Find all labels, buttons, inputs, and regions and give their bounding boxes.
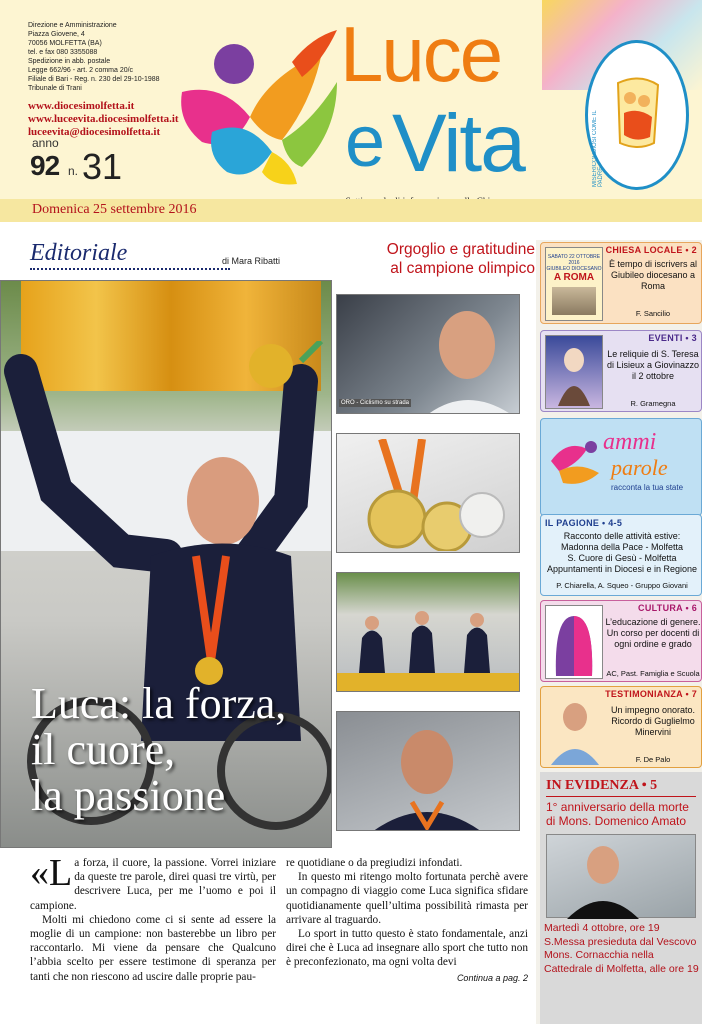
continue-link[interactable]: Continua a pag. 2 — [456, 972, 528, 983]
address-line: Piazza Giovene, 4 — [28, 31, 85, 38]
priest-portrait-icon — [547, 835, 697, 919]
headline-line: Orgoglio e gratitudine — [386, 241, 535, 258]
section-text: Un impegno onorato. Ricordo di Guglielmo Minervini — [610, 705, 696, 737]
numero-value: 31 — [82, 146, 123, 187]
evidenza-headline: 1° anniversario della morte di Mons. Domenico Amato — [546, 800, 689, 828]
divider — [546, 796, 696, 797]
athlete-face-icon — [417, 305, 517, 414]
section-text: Le reliquie di S. Teresa di Lisieux a Giovinazzo il 2 ottobre — [606, 349, 700, 381]
editorial-author: di Mara Ribatti — [222, 256, 281, 266]
title-vita: Vita — [392, 98, 524, 189]
section-cultura[interactable] — [540, 600, 702, 682]
paragraph — [30, 852, 276, 913]
drop-cap: «L — [30, 852, 73, 894]
dammi-parole-banner[interactable] — [540, 418, 702, 516]
medals-photo — [336, 433, 520, 553]
anno-value: 92 — [30, 150, 60, 181]
logo-figure-icon — [172, 22, 352, 187]
address-line: Spedizione in abb. postale — [28, 58, 111, 65]
gender-symbol-icon — [546, 606, 602, 678]
saint-figure-icon — [546, 336, 602, 408]
section-text: L’educazione di genere. Un corso per docenti di ogni ordine e grado — [605, 617, 701, 649]
section-author: P. Chiarella, A. Squeo - Gruppo Giovani — [556, 581, 688, 590]
gender-thumbnail — [545, 605, 603, 679]
article-column-1 — [30, 852, 276, 984]
article-column-2 — [286, 856, 528, 985]
issue-date: Domenica 25 settembre 2016 — [32, 202, 197, 217]
dammi-word: ammi — [603, 429, 657, 455]
dammi-tagline: racconta la tua state — [611, 483, 684, 492]
editorial-label: Editoriale — [30, 240, 128, 266]
teresa-thumbnail — [545, 335, 603, 409]
anno-label: anno — [32, 136, 59, 150]
section-chiesa-locale[interactable] — [540, 242, 702, 324]
evidenza-caption: Martedì 4 ottobre, ore 19 S.Messa presieduta dal Vescovo Mons. Cornacchia nella Cattedrale di Molfetta, alle ore 19 — [544, 922, 699, 975]
section-author: R. Gramegna — [630, 399, 676, 408]
editorial-headline — [330, 240, 535, 278]
section-text: È tempo di iscrivers al Giubileo diocesano a Roma — [608, 259, 698, 291]
section-in-evidenza[interactable] — [540, 772, 702, 1024]
section-author: AC, Past. Famiglia e Scuola — [606, 669, 700, 678]
section-pagione[interactable] — [540, 514, 702, 596]
date-bar — [0, 199, 702, 222]
editorial-underline — [30, 268, 230, 270]
paragraph: re quotidiane o da pregiudizi infondati. — [286, 857, 463, 869]
cover-title-line: la passione — [31, 771, 226, 820]
section-eventi[interactable] — [540, 330, 702, 412]
section-title: IL PAGIONE • 4-5 — [545, 518, 623, 528]
athlete-portrait-icon — [367, 722, 487, 831]
section-testimonianza[interactable] — [540, 686, 702, 768]
paragraph: Lo sport in tutto questo è stato fondamentale, anzi direi che è Luca ad insegnare allo sport che tutto non è preconfezionato, ma ogni volta devi — [286, 928, 528, 969]
tv-caption: ORO - Ciclismo su strada — [341, 400, 410, 406]
cover-title-line: il cuore, — [31, 725, 176, 774]
section-title: CULTURA • 6 — [638, 603, 697, 613]
amato-photo — [546, 834, 696, 918]
section-title: IN EVIDENZA • 5 — [546, 778, 658, 793]
address-line: Filiale di Bari - Reg. n. 230 del 29-10-1988 — [28, 76, 160, 83]
paragraph: In questo mi ritengo molto fortunata perchè avere un compagno di viaggio come Luca significa sfidare quotidianamente quell’ultima possibilità rimasta per arrivare al traguardo. — [286, 871, 528, 926]
section-title: CHIESA LOCALE • 2 — [605, 245, 697, 255]
website-link[interactable]: www.luceevita.diocesimolfetta.it — [28, 113, 179, 125]
portrait-photo — [336, 711, 520, 831]
address-line: Tribunale di Trani — [28, 85, 82, 92]
address-line: Legge 662/96 - art. 2 comma 20/c — [28, 67, 134, 74]
jubilee-logo-icon — [610, 73, 666, 153]
address-line: 70056 MOLFETTA (BA) — [28, 40, 102, 47]
seal-text: MISERICORDIOSI COME IL PADRE — [592, 110, 604, 187]
interview-photo — [336, 294, 520, 414]
gold-medals-icon — [342, 439, 517, 551]
pagione-lines: Racconto delle attività estive: Madonna della Pace - Molfetta S. Cuore di Gesù - Molfetta Appuntamenti in Diocesi e in Regione — [546, 531, 698, 574]
parole-word: parole — [611, 455, 668, 480]
numero-label: n. — [68, 164, 79, 178]
dammi-bird-icon — [547, 431, 603, 491]
first-paragraph-rest: Vorrei iniziare da queste tre parole, direi quasi tre virtù, per descrivere Luca, per me l’uomo e poi il campione. — [30, 857, 276, 912]
email-link[interactable]: luceevita@diocesimolfetta.it — [28, 126, 161, 138]
title-e: e — [345, 102, 386, 182]
thumbnail-image — [552, 287, 596, 315]
headline-line: al campione olimpico — [390, 260, 535, 277]
title-luce: Luce — [340, 10, 502, 98]
jubilee-seal — [585, 40, 689, 190]
paragraph: Molti mi chiedono come ci si sente ad essere la moglie di un campione: non basterebbe un libro per raccontarlo. Mi viene da pensare che Qualcuno l’abbia scelto per essere testimone di speranza per tanti che non riescono ad uscire dalle proprie pau- — [30, 913, 276, 983]
address-line: tel. e fax 080 3355088 — [28, 49, 98, 56]
first-line: a forza, il cuore, la passione. — [74, 857, 208, 869]
section-title: TESTIMONIANZA • 7 — [605, 689, 697, 699]
giubileo-thumbnail: SABATO 22 OTTOBRE 2016 GIUBILEO DIOCESANO A ROMA — [545, 247, 603, 321]
minervini-portrait-icon — [547, 695, 603, 765]
podium-athletes-icon — [337, 583, 520, 692]
issue-number — [30, 136, 150, 186]
cover-title-line: Luca: la forza, — [31, 679, 287, 728]
section-title: EVENTI • 3 — [648, 333, 697, 343]
main-photo — [0, 280, 332, 848]
website-link[interactable]: www.diocesimolfetta.it — [28, 100, 135, 112]
podium-photo — [336, 572, 520, 692]
section-author: F. De Palo — [635, 755, 671, 764]
address-line: Direzione e Amministrazione — [28, 22, 117, 29]
cover-title — [31, 681, 331, 819]
section-author: F. Sancilio — [635, 309, 671, 318]
